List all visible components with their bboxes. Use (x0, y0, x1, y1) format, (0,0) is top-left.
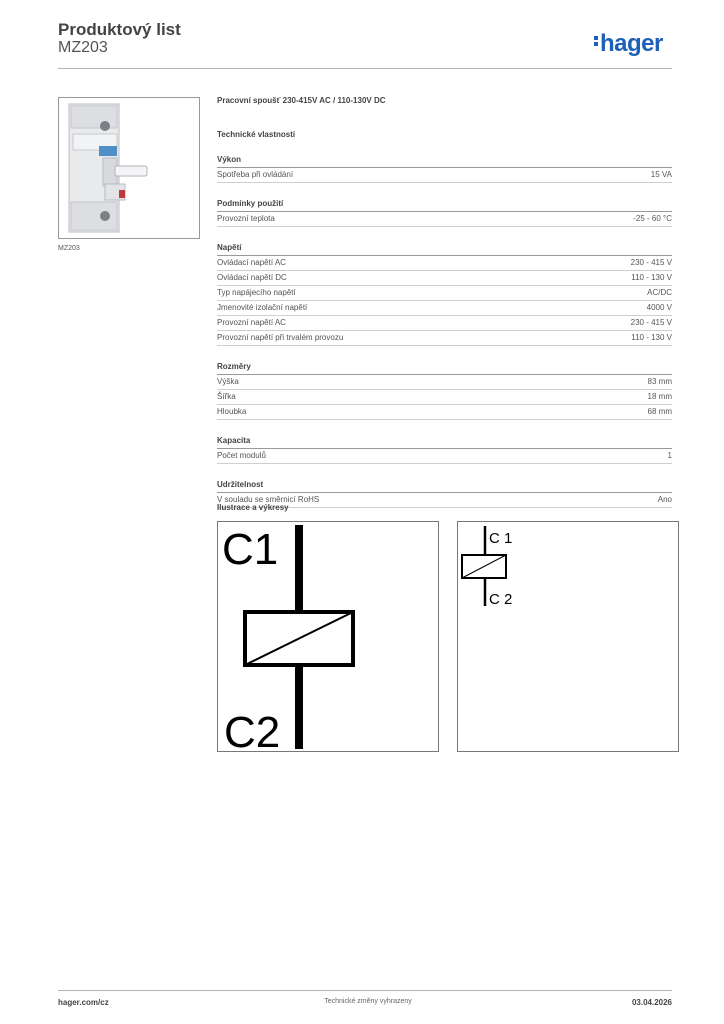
section-title: Napětí (217, 243, 672, 256)
spec-row (217, 301, 672, 316)
spec-row (217, 316, 672, 331)
section-title: Výkon (217, 155, 672, 168)
footer-date: 03.04.2026 (631, 998, 672, 1007)
spec-row (217, 168, 672, 183)
spec-row (217, 271, 672, 286)
spec-value: 15 VA (650, 170, 672, 179)
spec-label: V souladu se směrnicí RoHS (217, 495, 320, 504)
product-image (58, 97, 200, 239)
spec-label: Počet modulů (217, 451, 266, 460)
spec-label: Šířka (217, 392, 236, 401)
spec-value: Ano (657, 495, 672, 504)
page-title: Produktový list (58, 20, 181, 39)
section-title: Udržitelnost (217, 480, 672, 493)
coil-drawing-small (457, 521, 679, 752)
terminal-label-c1-small: C 1 (489, 530, 513, 547)
spec-row (217, 375, 672, 390)
terminal-label-c2-small: C 2 (489, 591, 513, 608)
spec-label: Výška (217, 377, 239, 386)
image-caption: MZ203 (58, 245, 80, 252)
tech-properties-heading: Technické vlastnosti (217, 130, 296, 139)
section-title: Rozměry (217, 362, 672, 375)
section-power (217, 155, 672, 183)
logo-text: hager (600, 30, 663, 57)
spec-row (217, 405, 672, 420)
spec-label: Spotřeba při ovládání (217, 170, 294, 179)
spec-label: Typ napájecího napětí (217, 288, 296, 297)
spec-value: 1 (667, 451, 672, 460)
illustrations-heading: Ilustrace a výkresy (217, 503, 289, 512)
product-description: Pracovní spoušť 230-415V AC / 110-130V DC (217, 96, 386, 105)
spec-value: 68 mm (647, 407, 672, 416)
section-title: Kapacita (217, 436, 672, 449)
spec-label: Provozní napětí při trvalém provozu (217, 333, 344, 342)
spec-value: 110 - 130 V (631, 273, 672, 282)
section-conditions (217, 199, 672, 227)
coil-symbol-small-icon (458, 522, 678, 751)
spec-value: AC/DC (647, 288, 672, 297)
spec-value: 83 mm (647, 377, 672, 386)
spec-value: 230 - 415 V (630, 318, 672, 327)
spec-row (217, 256, 672, 271)
spec-value: -25 - 60 °C (633, 214, 672, 223)
footer-website: hager.com/cz (58, 998, 109, 1007)
spec-value: 18 mm (647, 392, 672, 401)
spec-label: Provozní teplota (217, 214, 275, 223)
logo-dots-icon (594, 34, 598, 48)
spec-label: Provozní napětí AC (217, 318, 286, 327)
spec-value: 4000 V (646, 303, 672, 312)
product-code: MZ203 (58, 39, 108, 56)
section-capacity (217, 436, 672, 464)
product-photo-icon (59, 98, 199, 238)
spec-row (217, 331, 672, 346)
footer-disclaimer: Technické změny vyhrazeny (324, 998, 412, 1005)
spec-label: Jmenovité izolační napětí (217, 303, 308, 312)
header-divider (58, 68, 672, 69)
section-dimensions (217, 362, 672, 420)
coil-drawing-large (217, 521, 439, 752)
section-title: Podmínky použití (217, 199, 672, 212)
spec-value: 230 - 415 V (630, 258, 672, 267)
spec-label: Hloubka (217, 407, 247, 416)
section-voltage (217, 243, 672, 346)
footer-divider (58, 990, 672, 991)
terminal-label-c1: C1 (222, 525, 279, 574)
coil-symbol-icon (218, 522, 438, 751)
spec-value: 110 - 130 V (631, 333, 672, 342)
terminal-label-c2: C2 (224, 708, 281, 751)
spec-row (217, 449, 672, 464)
spec-row (217, 212, 672, 227)
spec-content (217, 96, 672, 508)
hager-logo (594, 30, 663, 58)
spec-row (217, 390, 672, 405)
spec-label: Ovládací napětí DC (217, 273, 287, 282)
spec-row (217, 286, 672, 301)
spec-label: Ovládací napětí AC (217, 258, 286, 267)
